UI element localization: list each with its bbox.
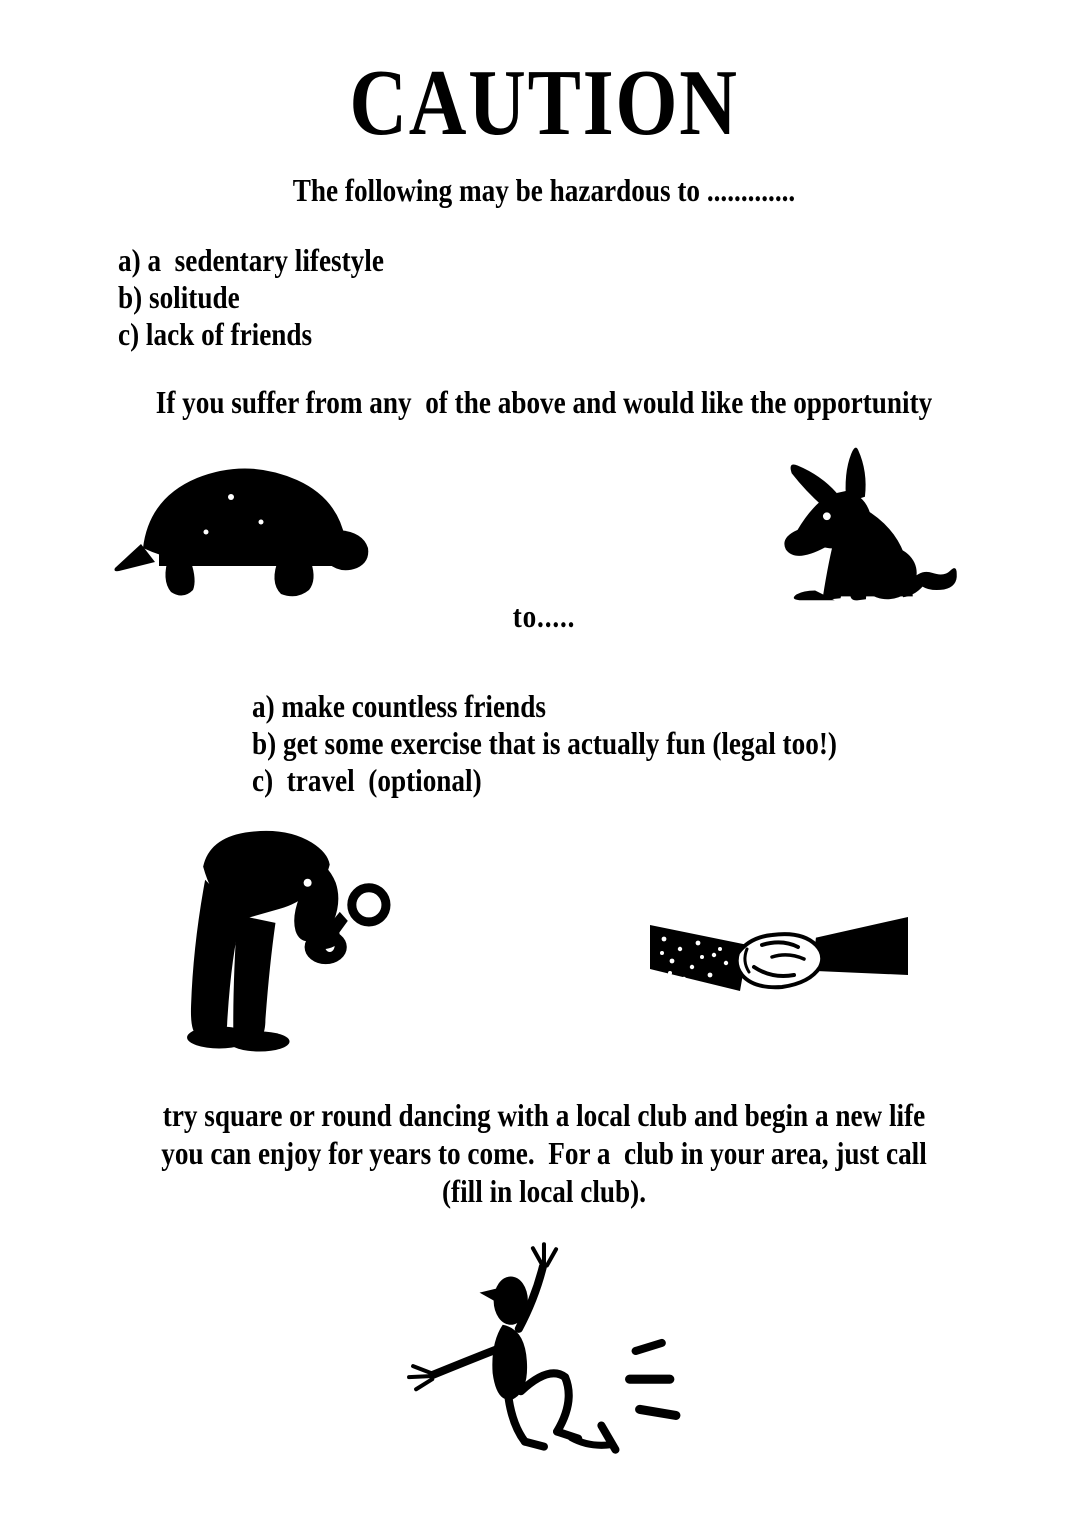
list-item: a) a sedentary lifestyle — [118, 242, 384, 278]
benefits-list — [252, 688, 837, 799]
closing-line: try square or round dancing with a local club and begin a new life — [162, 1097, 926, 1133]
page-title: CAUTION — [349, 51, 739, 155]
list-item: a) make countless friends — [252, 688, 546, 724]
donkey-image — [762, 444, 962, 610]
bridge-sentence: If you suffer from any of the above and would like the opportunity — [155, 384, 933, 420]
list-item: b) solitude — [118, 279, 240, 315]
to-word: to..... — [512, 598, 576, 634]
turtle-image — [110, 452, 372, 602]
hazards-list — [118, 242, 384, 353]
bent-man-image — [175, 824, 391, 1054]
closing-line: (fill in local club). — [442, 1173, 646, 1209]
dancer-image — [402, 1238, 692, 1468]
closing-line: you can enjoy for years to come. For a club in your area, just call — [161, 1135, 927, 1171]
list-item: b) get some exercise that is actually fun (legal too!) — [252, 725, 837, 761]
list-item: c) lack of friends — [118, 316, 313, 352]
closing-paragraph — [82, 1096, 1007, 1210]
subtitle-line: The following may be hazardous to ............. — [292, 172, 796, 208]
handshake-image — [650, 904, 908, 1008]
list-item: c) travel (optional) — [252, 762, 482, 798]
